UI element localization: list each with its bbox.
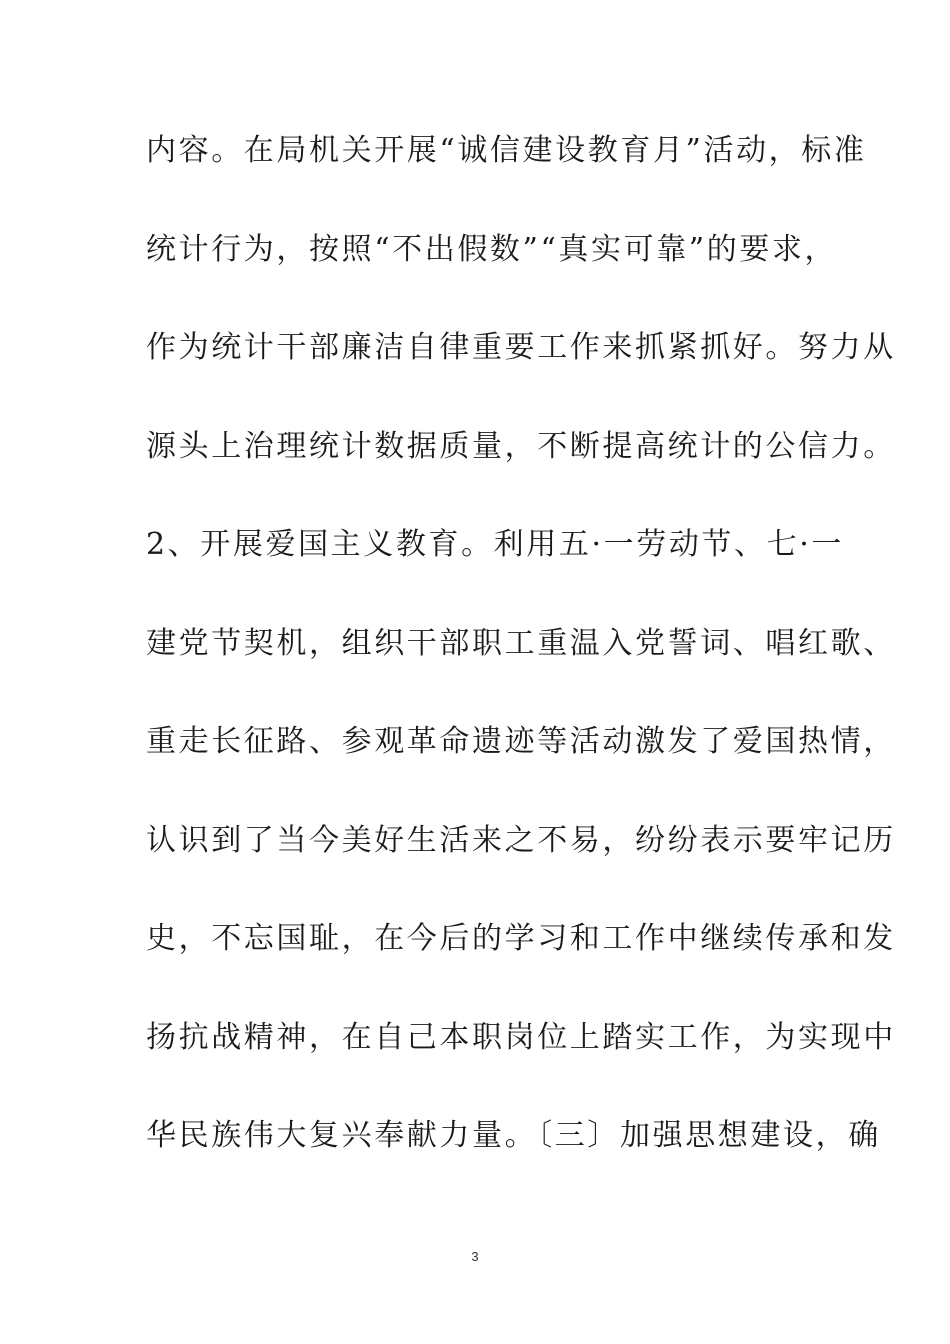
text-line: 扬抗战精神，在自己本职岗位上踏实工作，为实现中 (146, 1019, 896, 1055)
page-number: 3 (471, 1249, 479, 1264)
text-line: 作为统计干部廉洁自律重要工作来抓紧抓好。努力从 (146, 330, 896, 365)
text-line: 认识到了当今美好生活来之不易，纷纷表示要牢记历 (146, 822, 896, 858)
text-line: 内容。在局机关开展“诚信建设教育月”活动，标准 (146, 133, 867, 168)
text-line: 2、开展爱国主义教育。利用五·一劳动节、七·一 (146, 527, 844, 562)
text-line: 建党节契机，组织干部职工重温入党誓词、唱红歌、 (146, 625, 896, 661)
text-line: 统计行为，按照“不出假数”“真实可靠”的要求， (146, 231, 838, 267)
text-line: 华民族伟大复兴奉献力量。〔三〕加强思想建设，确 (146, 1118, 881, 1153)
text-line: 重走长征路、参观革命遗迹等活动激发了爱国热情， (146, 724, 896, 759)
text-line: 源头上治理统计数据质量，不断提高统计的公信力。 (146, 428, 896, 464)
text-line: 史，不忘国耻，在今后的学习和工作中继续传承和发 (146, 921, 896, 956)
body-text (146, 126, 896, 1210)
